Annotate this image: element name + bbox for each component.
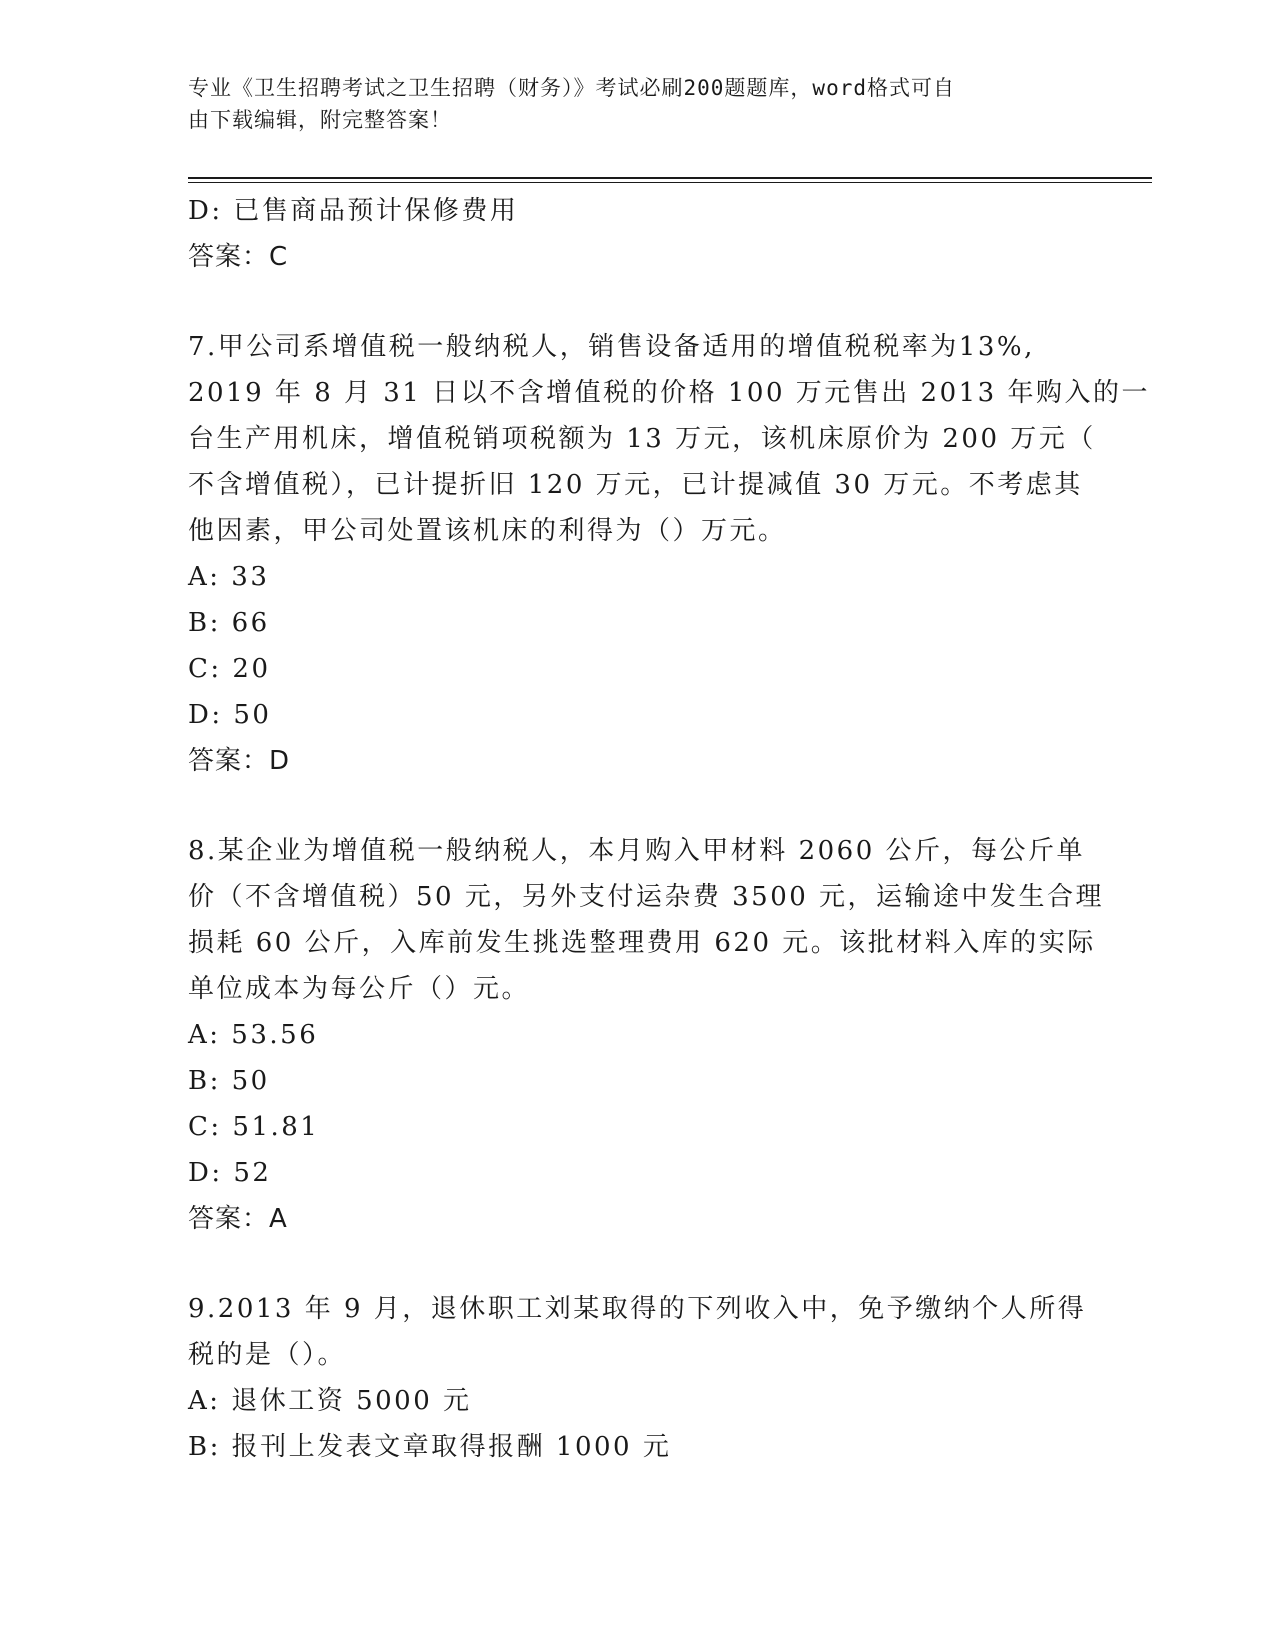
header-divider-thin <box>188 182 1152 183</box>
header-line-2: 由下载编辑，附完整答案！ <box>188 108 452 132</box>
question-text-line: 2019 年 8 月 31 日以不含增值税的价格 100 万元售出 2013 年购入的一 <box>188 378 1150 408</box>
question-text-line: 单位成本为每公斤（）元。 <box>188 974 531 1004</box>
option-a: A: 退休工资 5000 元 <box>188 1386 472 1416</box>
question-text-line: 损耗 60 公斤，入库前发生挑选整理费用 620 元。该批材料入库的实际 <box>188 928 1096 958</box>
question-8 <box>188 828 1105 1242</box>
question-9 <box>188 1286 1088 1470</box>
option-d: D: 已售商品预计保修费用 <box>188 196 519 226</box>
option-a: A: 33 <box>188 562 270 592</box>
question-text-line: 9.2013 年 9 月，退休职工刘某取得的下列收入中，免予缴纳个人所得 <box>188 1294 1087 1324</box>
question-text-line: 价（不含增值税）50 元，另外支付运杂费 3500 元，运输途中发生合理 <box>188 882 1105 912</box>
option-d: D: 50 <box>188 700 272 730</box>
document-header <box>188 72 1068 136</box>
question-6-tail <box>188 188 1088 280</box>
question-7 <box>188 324 1150 784</box>
answer-line: 答案：C <box>188 242 289 272</box>
header-line-1: 专业《卫生招聘考试之卫生招聘（财务）》考试必刷200题题库，word格式可自 <box>188 76 955 100</box>
option-d: D: 52 <box>188 1158 272 1188</box>
question-text-line: 税的是（）。 <box>188 1340 347 1370</box>
document-body <box>188 188 1150 1470</box>
question-gap <box>188 280 1088 324</box>
question-text-line: 8.某企业为增值税一般纳税人，本月购入甲材料 2060 公斤，每公斤单 <box>188 836 1086 866</box>
question-gap <box>188 784 1088 828</box>
option-b: B: 报刊上发表文章取得报酬 1000 元 <box>188 1432 672 1462</box>
option-c: C: 20 <box>188 654 271 684</box>
option-c: C: 51.81 <box>188 1112 320 1142</box>
header-divider-thick <box>188 177 1152 179</box>
option-b: B: 66 <box>188 608 270 638</box>
answer-line: 答案：D <box>188 746 291 776</box>
question-gap <box>188 1242 1088 1286</box>
option-b: B: 50 <box>188 1066 270 1096</box>
question-text-line: 台生产用机床，增值税销项税额为 13 万元，该机床原价为 200 万元（ <box>188 424 1096 454</box>
question-text-line: 7.甲公司系增值税一般纳税人，销售设备适用的增值税税率为13%, <box>188 332 1035 362</box>
answer-line: 答案：A <box>188 1204 288 1234</box>
option-a: A: 53.56 <box>188 1020 319 1050</box>
question-text-line: 他因素，甲公司处置该机床的利得为（）万元。 <box>188 516 787 546</box>
question-text-line: 不含增值税），已计提折旧 120 万元，已计提减值 30 万元。不考虑其 <box>188 470 1083 500</box>
